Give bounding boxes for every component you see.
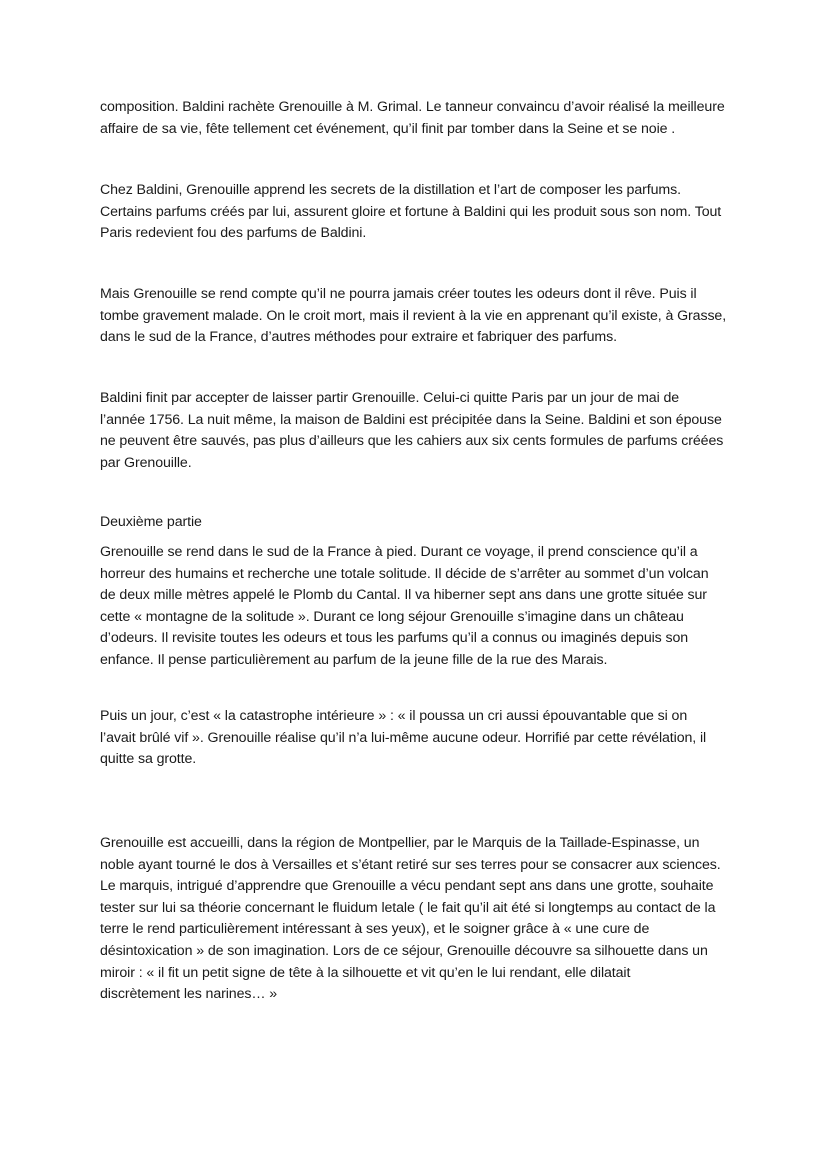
text-line: composition. Baldini rachète Grenouille à M. Grimal. Le tanneur convaincu d’avoir réalisé la meilleure	[100, 99, 725, 115]
text-line: noble ayant tourné le dos à Versailles et s’étant retiré sur ses terres pour se consacrer aux sciences.	[100, 856, 721, 873]
text-line: enfance. Il pense particulièrement au parfum de la jeune fille de la rue des Marais.	[100, 651, 608, 668]
text-line: Grenouille se rend dans le sud de la France à pied. Durant ce voyage, il prend conscience qu’il a	[100, 544, 698, 560]
text-line: quitte sa grotte.	[100, 751, 197, 768]
text-line: cette « montagne de la solitude ». Durant ce long séjour Grenouille s’imagine dans un château	[100, 608, 684, 625]
text-line: miroir : « il fit un petit signe de tête à la silhouette et vit qu’en le lui rendant, elle dilatait	[100, 964, 631, 981]
text-line: d’odeurs. Il revisite toutes les odeurs et tous les parfums qu’il a connus ou imaginés depuis son	[100, 630, 689, 647]
text-line: tester sur lui sa théorie concernant le fluidum letale ( le fait qu’il ait été si longtemps au contact de la	[100, 899, 716, 916]
text-line: désintoxication » de son imagination. Lors de ce séjour, Grenouille découvre sa silhouette dans un	[100, 942, 708, 959]
text-line: Mais Grenouille se rend compte qu’il ne pourra jamais créer toutes les odeurs dont il rêve. Puis il	[100, 286, 697, 302]
text-line: horreur des humains et recherche une totale solitude. Il décide de s’arrêter au sommet d’un volcan	[100, 565, 709, 582]
paragraph-catastrophe-interieure	[100, 706, 740, 771]
text-line: affaire de sa vie, fête tellement cet événement, qu’il finit par tomber dans la Seine et se noie .	[100, 120, 676, 137]
text-line: Chez Baldini, Grenouille apprend les secrets de la distillation et l’art de composer les parfums.	[100, 182, 681, 198]
text-line: Grenouille est accueilli, dans la région de Montpellier, par le Marquis de la Taillade-Espinasse, un	[100, 835, 700, 851]
paragraph-marquis-taillade	[100, 833, 740, 1006]
section-heading-text: Deuxième partie	[100, 514, 202, 530]
text-line: dans le sud de la France, d’autres méthodes pour extraire et fabriquer des parfums.	[100, 329, 617, 346]
text-line: Puis un jour, c’est « la catastrophe intérieure » : « il poussa un cri aussi épouvantable que si on	[100, 708, 688, 724]
text-line: Baldini finit par accepter de laisser partir Grenouille. Celui-ci quitte Paris par un jour de mai de	[100, 390, 680, 406]
paragraph-chez-baldini	[100, 180, 740, 245]
text-line: tombe gravement malade. On le croit mort, mais il revient à la vie en apprenant qu’il existe, à Grasse,	[100, 307, 727, 324]
text-line: par Grenouille.	[100, 454, 192, 471]
section-heading	[100, 512, 740, 534]
paragraph-depart-paris	[100, 388, 740, 474]
text-line: terre le rend particulièrement intéressant à ses yeux), et le soigner grâce à « une cure de	[100, 921, 650, 938]
text-line: Paris redevient fou des parfums de Baldini.	[100, 225, 367, 242]
text-line: de deux mille mètres appelé le Plomb du Cantal. Il va hiberner sept ans dans une grotte située sur	[100, 587, 707, 604]
text-line: Le marquis, intrigué d’apprendre que Grenouille a vécu pendant sept ans dans une grotte, souhaite	[100, 878, 714, 895]
paragraph-grenouille-malade	[100, 284, 740, 349]
paragraph-baldini-rachete	[100, 97, 740, 140]
paragraph-voyage-solitude	[100, 542, 740, 672]
text-line: ne peuvent être sauvés, pas plus d’ailleurs que les cahiers aux six cents formules de parfums créées	[100, 433, 724, 450]
text-line: l’avait brûlé vif ». Grenouille réalise qu’il n’a lui-même aucune odeur. Horrifié par cette révélation, il	[100, 729, 707, 746]
text-line: l’année 1756. La nuit même, la maison de Baldini est précipitée dans la Seine. Baldini et son épouse	[100, 411, 722, 428]
text-line: Certains parfums créés par lui, assurent gloire et fortune à Baldini qui les produit sous son nom. Tout	[100, 203, 722, 220]
text-line: discrètement les narines… »	[100, 986, 278, 1003]
